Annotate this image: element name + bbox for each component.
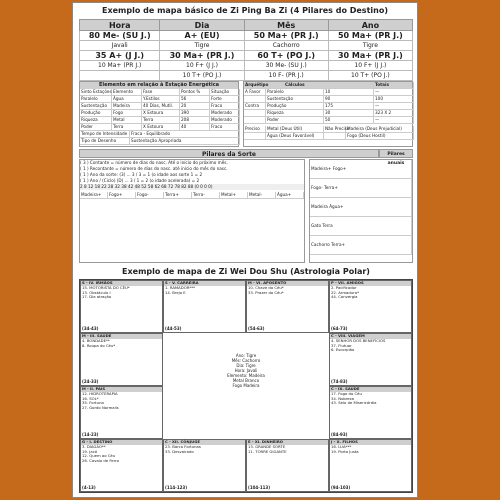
grid-cell	[244, 96, 266, 103]
luck-grid	[80, 192, 304, 199]
grid-cell: Riqueza	[80, 117, 112, 124]
note-value: Sustentação Apropriada	[130, 138, 240, 145]
grid-cell: 40 Dias, Mutil.	[142, 103, 180, 110]
palace-cell	[329, 333, 412, 386]
archetype-grid	[244, 89, 412, 124]
pillar-cell: Javali	[80, 41, 160, 51]
palace-cell	[80, 386, 163, 439]
palace-age: (54-63)	[248, 326, 265, 332]
pillar-cell: 30 Me- (SU J.)	[244, 61, 328, 71]
palace-body: 1. RAMADOR*** 14. Brejo E	[165, 285, 196, 295]
palace-cell	[80, 280, 163, 333]
pillar-cell: 10 F+ (J J.)	[328, 61, 412, 71]
luck-col: Água+	[276, 192, 304, 199]
col-header: Arquétipo	[244, 82, 284, 89]
palace-body: 4. BONDADE** 8. Roupa do Céu*	[82, 338, 116, 348]
palace-age: (34-43)	[82, 326, 99, 332]
col-header: Totais	[374, 82, 414, 89]
luck-block	[79, 159, 305, 263]
grid-cell	[244, 133, 266, 140]
luck-col: Madeira+	[80, 192, 108, 199]
elements-block	[79, 81, 239, 147]
grid-cell: 100	[374, 96, 414, 103]
palace-header: C - IX. SAÚDE	[330, 387, 411, 392]
palace-age: (14-23)	[82, 432, 99, 438]
grid-cell: Produção	[80, 110, 112, 117]
annual-heading: Pilares anuais	[379, 149, 413, 158]
grid-cell	[244, 117, 266, 124]
grid-cell: 40	[180, 124, 210, 131]
palace-header: M - II. PAIS	[81, 387, 162, 392]
grid-cell: Sustentação	[266, 96, 324, 103]
palace-cell	[329, 386, 412, 439]
col-header: Fase	[142, 89, 180, 96]
ziwei-center	[163, 333, 329, 439]
pillar-cell: A+ (EU)	[160, 31, 244, 41]
grid-cell: —	[374, 103, 414, 110]
grid-cell: —	[374, 89, 414, 96]
palace-age: (44-53)	[165, 326, 182, 332]
grid-cell: Preciso	[244, 126, 266, 133]
archetype-header	[244, 82, 412, 89]
luck-note: ( 3 ) Contante = número de dias do nasc. Até o início do próximo mês.	[80, 160, 228, 165]
palace-header: E - XI. DINHEIRO	[247, 440, 328, 445]
palace-body: 3. DIAGÃO** 19. Jacó 12. Quem ao Céu 26. Cavalo de Ferro	[82, 444, 119, 463]
grid-cell: Poder	[80, 124, 112, 131]
palace-header: M - III. SAÚDE	[81, 334, 162, 339]
grid-cell: Fraco	[210, 103, 240, 110]
pillar-cell: 10 T+ (PO J.)	[328, 71, 412, 81]
pillar-cell: 10 F- (PR J.)	[244, 71, 328, 81]
grid-cell: Riqueza	[266, 110, 324, 117]
grid-cell: Não Preciso	[325, 126, 350, 131]
grid-cell: Fogo	[112, 110, 142, 117]
center-line: Mês: Cachorro	[231, 358, 261, 363]
grid-cell: A Favor	[244, 89, 266, 96]
col-header: Pontos %	[180, 89, 210, 96]
col-header: Sinto Estações	[81, 89, 112, 94]
palace-body: 10. Chave do Céu* 33. Prazer do Céu*	[248, 285, 284, 295]
grid-cell: Fraco	[210, 124, 240, 131]
grid-cell	[244, 110, 266, 117]
pillar-header: Mês	[244, 20, 328, 31]
grid-cell: Madeira	[112, 103, 142, 110]
center-line: Metal Branco	[232, 378, 260, 383]
pillar-cell	[80, 71, 160, 81]
grid-cell: Contra	[244, 103, 266, 110]
note-label: Tipo de Desenho	[80, 138, 130, 145]
grid-cell: 10	[324, 89, 374, 96]
grid-cell: Produção	[266, 103, 324, 110]
palace-cell	[246, 439, 329, 492]
grid-cell: Metal	[112, 117, 142, 124]
palace-header: P - VII. AMIGOS	[330, 281, 411, 286]
archetype-block	[243, 81, 413, 147]
palace-header: S - IV. IRMÃOS	[81, 281, 162, 286]
grid-cell	[324, 133, 346, 140]
grid-cell: Fogo (Deus Hostil)	[346, 133, 414, 140]
luck-col: Terra+	[164, 192, 192, 199]
four-pillars-table	[79, 19, 413, 81]
preference-grid	[244, 126, 412, 140]
page-title: Exemplo de mapa básico de Zi Ping Ba Zi (4 Pilares do Destino)	[102, 6, 388, 15]
pillar-cell: 50 Ma+ (PR J.)	[328, 31, 412, 41]
col-header: Elemento	[112, 89, 142, 96]
palace-age: (94-103)	[331, 485, 351, 491]
palace-body: 12. HIDROTERAPIA 16. SOL* 35. Fortuna 27. Gordo Normalis	[82, 391, 119, 410]
palace-header: S - V. CARREIRA	[164, 281, 245, 286]
ziwei-title: Exemplo de mapa de Zi Wei Dou Shu (Astrologia Polar)	[122, 267, 370, 276]
grid-cell: 50	[324, 117, 374, 124]
grid-cell: Forte	[210, 96, 240, 103]
grid-cell: Terra	[112, 124, 142, 131]
pillar-cell: 10 Ma+ (PR J.)	[80, 61, 160, 71]
grid-cell: 30	[324, 110, 374, 117]
note-value: Fraca - Equilibrado	[130, 131, 240, 138]
annual-cell: Cachorro Terra+	[310, 236, 412, 255]
grid-cell: 56	[180, 96, 210, 103]
pillar-cell: 50 Ma+ (PR J.)	[244, 31, 328, 41]
grid-cell: 390	[180, 110, 210, 117]
luck-note: ( 1 ) Ano da sorte: (3) ... 3 / 3 = 1 (o idade aos sorte 1 = 2	[80, 172, 203, 177]
luck-note: ( 1 ) Ano / (Ciclo) (D) ... 3 / 1 = 2 (o idade acelerada) = 2	[80, 178, 200, 183]
palace-age: (114-123)	[165, 485, 188, 491]
palace-cell	[329, 280, 412, 333]
grid-cell: Poder	[266, 117, 324, 124]
elements-notes	[80, 131, 238, 145]
palace-header: C - VIII. VIAGEM	[330, 334, 411, 339]
annual-cell: Madeira+ Fogo+	[310, 160, 412, 179]
luck-heading: Pilares da Sorte	[79, 149, 379, 158]
elements-grid	[80, 89, 238, 131]
grid-cell: 20	[180, 103, 210, 110]
grid-cell: Sustentação	[80, 103, 112, 110]
grid-cell: 323 X 2	[374, 110, 414, 117]
grid-cell: 90	[324, 96, 374, 103]
palace-header: M - VI. APOSENTO	[247, 281, 328, 286]
palace-cell	[329, 439, 412, 492]
luck-note: ( 1 ) Recontante = número de dias do nasc. até início do mês do nasc.	[80, 166, 228, 171]
grid-cell: X Estoura	[142, 110, 180, 117]
pillar-cell: Tigre	[328, 41, 412, 51]
grid-cell: Paralelo	[266, 89, 324, 96]
luck-col: Fogo-	[136, 192, 164, 199]
palace-body: 4. SENHOR DOS BENEFÍCIOS 37. Flutuar 6. Escorpião	[331, 338, 386, 353]
palace-age: (24-33)	[82, 379, 99, 385]
grid-cell: 175	[324, 103, 374, 110]
grid-cell: Moderado	[210, 117, 240, 124]
palace-age: (64-73)	[331, 326, 348, 332]
annual-block	[309, 159, 413, 263]
pillar-header: Dia	[160, 20, 244, 31]
palace-body: 13. GRANDE SORTE 11. TORRE GIGANTE	[248, 444, 287, 454]
pillar-cell: 10 T+ (PO J.)	[160, 71, 244, 81]
palace-cell	[246, 280, 329, 333]
pillar-cell: 60 T+ (PO J.)	[244, 51, 328, 61]
pillar-cell: Tigre	[160, 41, 244, 51]
col-header: Cálculos	[284, 82, 374, 89]
center-line: Elemento: Madeira	[227, 373, 265, 378]
luck-col: Fogo+	[108, 192, 136, 199]
grid-cell: Madeira (Deus Prejudicial)	[346, 126, 414, 133]
palace-cell	[80, 439, 163, 492]
grid-cell: —	[374, 117, 414, 124]
luck-col: Metal+	[220, 192, 248, 199]
annual-cell: Madeira Água+	[310, 198, 412, 217]
grid-cell: Paralelo	[80, 96, 112, 103]
palace-header: J - X. FILHOS	[330, 440, 411, 445]
grid-cell: X Estoura	[142, 124, 180, 131]
elements-heading: Elemento em relação à Estação Energética	[80, 82, 238, 89]
palace-cell	[80, 333, 163, 386]
document-sheet	[72, 2, 418, 498]
palace-age: (4-13)	[82, 485, 96, 491]
pillar-header: Ano	[328, 20, 412, 31]
palace-age: (104-113)	[248, 485, 271, 491]
pillar-cell: Cachorro	[244, 41, 328, 51]
col-header: Situação	[210, 89, 240, 96]
luck-col: Terra-	[192, 192, 220, 199]
palace-body: 15. MOTORISTA DO CÉU* 13. Obstáculo I 17. Dia atração	[82, 285, 130, 300]
grid-cell: 208	[180, 117, 210, 124]
palace-header: C - XII. CÔNJUGE	[164, 440, 245, 445]
center-line: Hora: Javali	[234, 368, 258, 373]
grid-cell: Metal (Deus Útil)	[266, 126, 324, 133]
palace-cell	[163, 439, 246, 492]
palace-body: 16. LUA*** 19. Porta Justa	[331, 444, 359, 454]
pillar-cell: 35 A+ (J J.)	[80, 51, 160, 61]
palace-cell	[163, 280, 246, 333]
grid-cell: Y.Estilos	[142, 96, 180, 103]
pillar-header: Hora	[80, 20, 160, 31]
annual-cell: Fogo- Terra+	[310, 179, 412, 198]
pillar-cell: 30 Ma+ (PR J.)	[328, 51, 412, 61]
note-label: Tempo de Intensidade	[80, 131, 130, 138]
palace-header: G - I. DESTINO	[81, 440, 162, 445]
luck-col: Metal-	[248, 192, 276, 199]
center-line: Fogo Madeira	[232, 383, 260, 388]
pillar-cell: 80 Me- (SU J.)	[80, 31, 160, 41]
palace-body: 23. Barco Fortunas 33. Desvairado	[165, 444, 201, 454]
annual-cell: Gato Terra	[310, 217, 412, 236]
ziwei-chart	[79, 279, 413, 493]
pillar-cell: 10 F+ (J J.)	[160, 61, 244, 71]
luck-ages: 2 8 12 18 22 28 32 38 42 48 52 58 62 68 72 78 82 88 (0 0 0 0)	[80, 184, 304, 190]
pillar-cell: 30 Ma+ (PR J.)	[160, 51, 244, 61]
center-line: Dia: Tigre	[236, 363, 256, 368]
grid-cell: Moderado	[210, 110, 240, 117]
palace-age: (84-93)	[331, 432, 348, 438]
palace-age: (74-83)	[331, 379, 348, 385]
center-line: Ano: Tigre	[235, 353, 257, 358]
grid-cell: Água (Deus Favorável)	[266, 133, 324, 140]
grid-cell: Terra	[142, 117, 180, 124]
grid-cell: Água	[112, 96, 142, 103]
annual-list	[310, 160, 412, 255]
palace-body: 17. Fogo do Céu 34. Nobreza 43. Selo de Misericórdia	[331, 391, 377, 406]
palace-body: 2. Pacificador 22. Armadura* 44. Convergia	[331, 285, 359, 300]
